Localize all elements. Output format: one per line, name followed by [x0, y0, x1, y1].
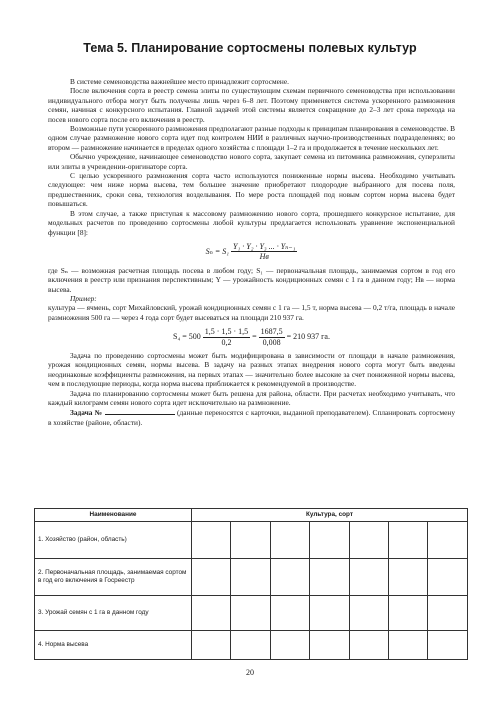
- formula-lhs: Sₙ = S₁: [205, 246, 230, 256]
- table-header-row: [35, 509, 468, 522]
- table-cell[interactable]: [428, 522, 468, 559]
- table-cell[interactable]: [428, 631, 468, 660]
- table-cell[interactable]: [192, 559, 231, 596]
- table-cell[interactable]: [310, 559, 349, 596]
- formula-fraction: [231, 242, 297, 262]
- table-cell[interactable]: [349, 522, 388, 559]
- table-cell[interactable]: [349, 559, 388, 596]
- table-header-crop: Культура, сорт: [192, 509, 468, 522]
- table-cell[interactable]: [231, 631, 270, 660]
- table-cell[interactable]: [310, 631, 349, 660]
- paragraph: С целью ускоренного размножения сорта часто используются пониженные нормы высева. Необходимо учитывать следующее: чем ниже норма высева, тем большее значение приобретают плодородие выбранного для посева поля, предшественник, сроки сева, технология возделывания. По мере роста площадей под новым сортом норма высева будет повышаться.: [48, 171, 455, 209]
- variety-change-table: [34, 508, 468, 660]
- paragraph: В этом случае, а также приступая к массовому размножению нового сорта, прошедшего конкурсное испытание, для модельных расчетов по проведению сортосмены любой культуры предлагается использовать уравнение экспоненциальной функции [8]:: [48, 208, 455, 237]
- table-row-label: 2. Первоначальная площадь, занимаемая сортом в год его включения в Госреестр: [35, 559, 192, 596]
- page-number: 20: [246, 668, 254, 677]
- table-cell[interactable]: [388, 631, 427, 660]
- table-cell[interactable]: [310, 522, 349, 559]
- example-numerator-1: 1,5 · 1,5 · 1,5: [204, 327, 249, 337]
- table-cell[interactable]: [388, 559, 427, 596]
- example-fraction-2: [259, 327, 285, 347]
- table-row-label: 3. Урожай семян с 1 га в данном году: [35, 596, 192, 631]
- table-cell[interactable]: [192, 596, 231, 631]
- where-text: где Sₙ — возможная расчетная площадь посева в любом году; S₁ — первоначальная площадь, занимаемая сортом в год его включения в реестр или признания перспективным; Y — урожайность кондиционных семян с 1 га в данном году; Hв — норма высева.: [48, 265, 455, 294]
- table-cell[interactable]: [231, 559, 270, 596]
- table-cell[interactable]: [349, 631, 388, 660]
- table-cell[interactable]: [270, 559, 309, 596]
- task-text: (данные переносятся с карточки, выданной преподавателем). Спланировать сортосмену в хозяйстве (районе, области).: [48, 408, 455, 427]
- table-cell[interactable]: [270, 596, 309, 631]
- table-row: [35, 596, 468, 631]
- table-cell[interactable]: [349, 596, 388, 631]
- paragraph: Задача по планированию сортосмены может быть решена для района, области. При расчетах необходимо учитывать, что каждый килограмм семян нового сорта идет исключительно на размножение.: [48, 388, 455, 407]
- example-denominator-1: 0,2: [221, 337, 232, 347]
- table-header-name: Наименование: [35, 509, 192, 522]
- body-text: [48, 77, 455, 427]
- example-formula: S₄ = 500 $\frac{1,5 \cdot 1,5 \cdot 1,5}{0,2}$ = $\frac{1687,5}{0,008}$ = 210 937 га.: [173, 327, 330, 347]
- formula-numerator: Y₁ · Y₂ · Y₃ ... · Yₙ₋₁: [233, 241, 296, 251]
- formula-denominator: Hв: [259, 252, 269, 262]
- example-result: = 210 937 га.: [286, 331, 330, 341]
- table-cell[interactable]: [428, 596, 468, 631]
- example-numerator-2: 1687,5: [260, 327, 283, 337]
- task-line: [48, 407, 455, 427]
- table-row: [35, 522, 468, 559]
- paragraph: Задача по проведению сортосмены может быть модифицирована в зависимости от площади в начале размножения, урожая кондиционных семян, нормы высева. В задачу на разных этапах внедрения нового сорта могут быть введены неодинаковые коэффициенты размножения, на первых этапах — значительно более высокие за счет пониженной нормы высева, чем в последующие периоды, когда норма высева приближается к рекомендуемой в производстве.: [48, 350, 455, 389]
- table-cell[interactable]: [428, 559, 468, 596]
- page-title: Тема 5. Планирование сортосмены полевых культур: [83, 41, 417, 55]
- example-label: Пример:: [70, 293, 97, 303]
- table-cell[interactable]: [388, 522, 427, 559]
- paragraph: Обычно учреждение, начинающее семеноводство нового сорта, закупает семена из питомника размножения, суперэлиты или элиты в учреждении-оригинаторе сорта.: [48, 152, 455, 171]
- table-row: [35, 559, 468, 596]
- table-cell[interactable]: [270, 522, 309, 559]
- example-text: культура — ячмень, сорт Михайловский, урожай кондиционных семян с 1 га — 1,5 т, норма высева — 0,2 т/га, площадь в начале размножения 500 га — через 4 года сорт будет высеваться на площади 210 937 га.: [48, 303, 455, 322]
- table-cell[interactable]: [310, 596, 349, 631]
- table-row-label: 1. Хозяйство (район, область): [35, 522, 192, 559]
- growth-formula: [48, 242, 455, 262]
- table-cell[interactable]: [388, 596, 427, 631]
- table-row: [35, 631, 468, 660]
- table-cell[interactable]: [231, 522, 270, 559]
- table-cell[interactable]: [270, 631, 309, 660]
- task-number-blank[interactable]: [105, 407, 175, 415]
- example-formula-lhs: S₄ = 500: [173, 332, 201, 342]
- task-label: Задача №: [70, 408, 103, 418]
- example-denominator-2: 0,008: [262, 337, 281, 347]
- paragraph: Возможные пути ускоренного размножения предполагают разные подходы к принципам планирования в семеноводстве. В одном случае размножение нового сорта идет под контролем НИИ в различных научно-производственных подразделениях; во втором — размножение начинается в пределах одного хозяйства с площади 1–2 га и продолжается в течение нескольких лет.: [48, 124, 455, 152]
- table-cell[interactable]: [192, 631, 231, 660]
- table-cell[interactable]: [231, 596, 270, 631]
- table-cell[interactable]: [192, 522, 231, 559]
- paragraph: После включения сорта в реестр семена элиты по существующим схемам первичного семеноводства при использовании индивидуального отбора могут быть получены лишь через 6–8 лет. Поэтому применяется система ускоренного размножения семян, начиная с конкурсного испытания. Главной задачей этой системы является сокращение до 2–3 лет срока перехода на посев нового сорта после его включения в реестр.: [48, 86, 455, 124]
- example-fraction-1: [203, 327, 250, 347]
- paragraph: В системе семеноводства важнейшее место принадлежит сортосмене.: [70, 77, 289, 86]
- table-row-label: 4. Норма высева: [35, 631, 192, 660]
